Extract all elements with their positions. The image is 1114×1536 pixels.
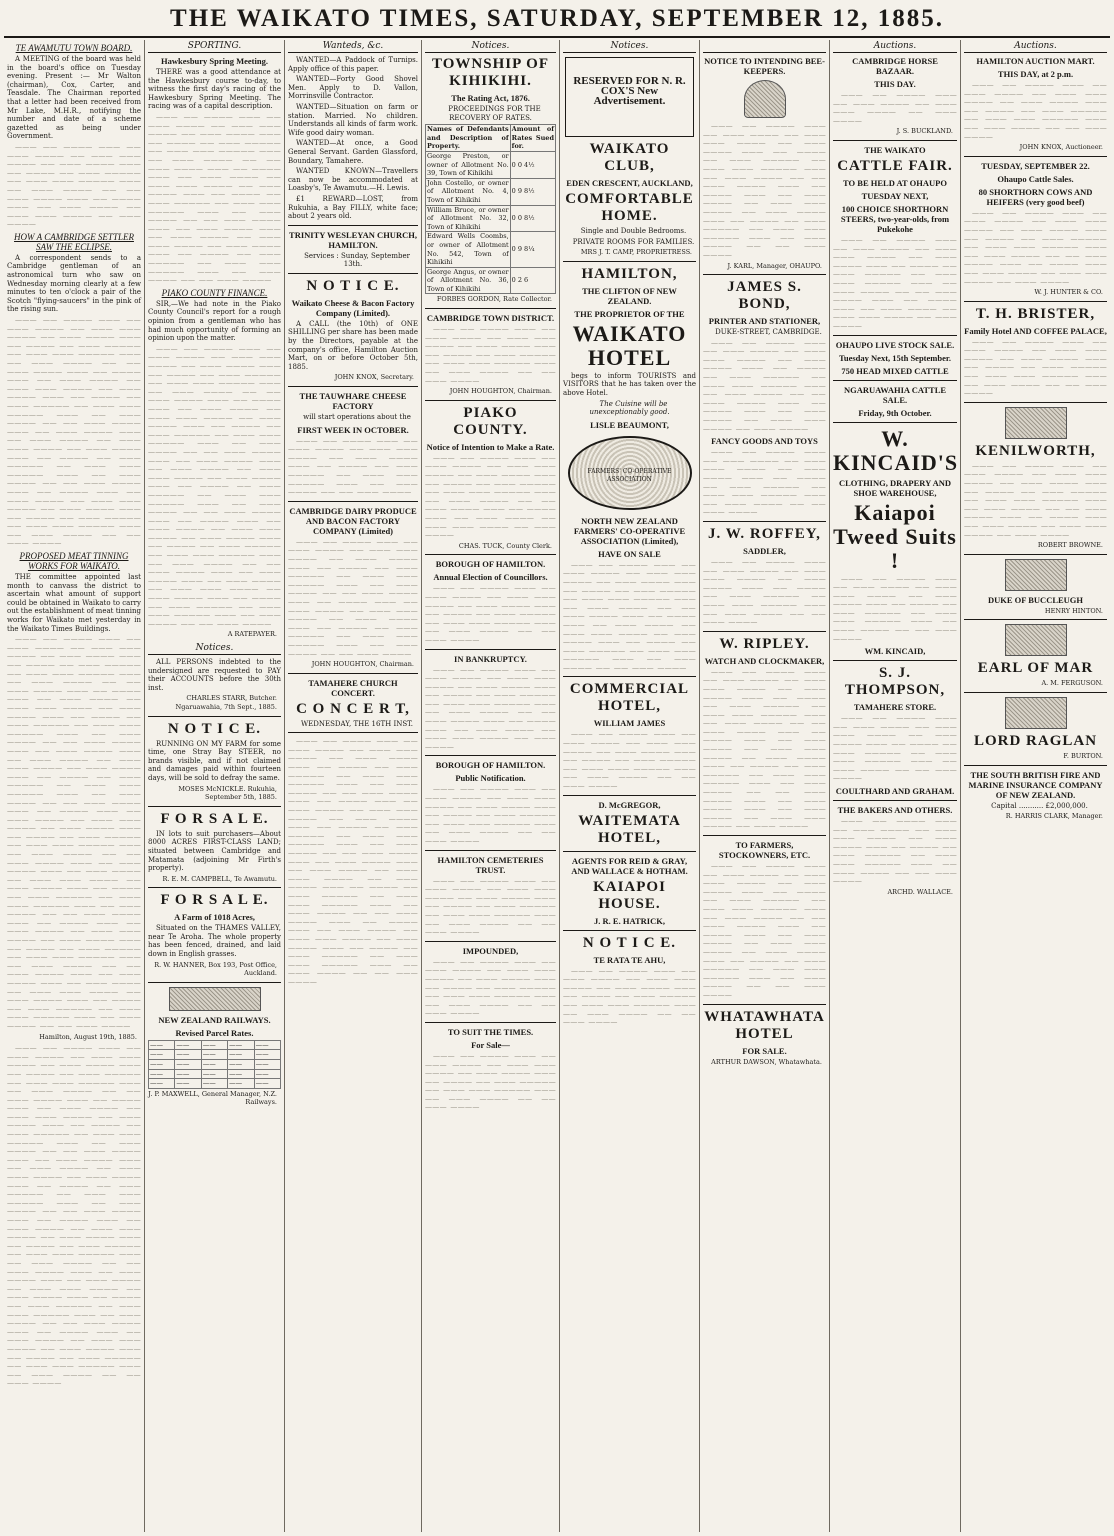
section-head-notices: Notices. (148, 642, 281, 655)
heading-cambridge-town: CAMBRIDGE TOWN DISTRICT. (426, 313, 555, 324)
heading-insurance: THE SOUTH BRITISH FIRE AND MARINE INSURANCE COMPANY OF NEW ZEALAND. (968, 769, 1103, 800)
reserved-text: RESERVED FOR N. R. COX'S New Advertisement. (573, 75, 686, 107)
heading-whatawhata: WHATAWHATA HOTEL (704, 1008, 825, 1042)
heading-lord-raglan: LORD RAGLAN (973, 732, 1098, 749)
heading-cemeteries: HAMILTON CEMETERIES TRUST. (437, 854, 544, 875)
column-notices-a (421, 40, 559, 1532)
heading-coulthard: COULTHARD AND GRAHAM. (835, 786, 955, 796)
heading-piako-county: PIAKO COUNTY. (453, 404, 528, 438)
article-eclipse: A correspondent sends to a Cambridge gentleman of an astronomical turn who saw on Wednesday morning clearly at a few minutes to ten o'clock a pair of the Scotch "flying-saucers" in the pink of the rising sun. (7, 253, 141, 314)
heading-clifton: THE CLIFTON OF NEW ZEALAND. (582, 285, 677, 306)
divider (288, 273, 418, 274)
heading-ohaupo-sales: Ohaupo Cattle Sales. (997, 173, 1074, 184)
divider (964, 156, 1107, 157)
rates-table (425, 124, 556, 294)
divider (833, 380, 957, 381)
heading-borough: BOROUGH OF HAMILTON. (435, 559, 546, 570)
section-head-notices: Notices. (563, 40, 696, 53)
heading-ngaruawahia-sale: NGARUAWAHIA CATTLE SALE. (843, 384, 947, 405)
heading-fancy-goods: FANCY GOODS AND TOYS (711, 436, 818, 447)
heading-for-sale: F O R S A L E. (160, 892, 269, 909)
heading-election: Annual Election of Councillors. (433, 572, 548, 583)
section-head-blank (703, 40, 826, 53)
heading-notice: N O T I C E. (167, 720, 262, 737)
signature-houghton: JOHN HOUGHTON, Chairman. (311, 660, 414, 669)
heading-tauwhare: THE TAUWHARE CHEESE FACTORY (299, 391, 407, 412)
heading-notice: N O T I C E. (306, 277, 400, 294)
heading-horse-bazaar: CAMBRIDGE HORSE BAZAAR. (852, 56, 938, 76)
rates-cell: John Costello, or owner of Allotment No. 4, Town of Kihikihi (427, 178, 509, 204)
signature-hinton: HENRY HINTON. (1044, 606, 1103, 615)
heading-for-sale-small: For Sale— (471, 1039, 510, 1050)
horse-engraving (1005, 407, 1067, 439)
heading-hawkesbury: Hawkesbury Spring Meeting. (161, 56, 268, 66)
heading-notice: N O T I C E. (582, 934, 677, 951)
heading-meat-tinning: PROPOSED MEAT TINNING WORKS FOR WAIKATO. (19, 551, 129, 572)
rates-col-head: Amount of Rates Sued for. (511, 125, 554, 151)
divider (563, 676, 696, 677)
divider (703, 835, 826, 836)
parcel-rates-table: —— —— —— —— —— —— —— —— —— —— —— —— —— —— —— —— —— —— —— —— —— —— —— —— —— (148, 1040, 281, 1089)
church-services: Services : Sunday, September 13th. (304, 251, 410, 269)
signature-maxwell: J. P. MAXWELL, General Manager, N.Z. Railways. (148, 1089, 277, 1107)
article-filler: ——— —— ———— ——— —— ——— ———— —— ——— ——— ———— —— ——— ———— ——— —— ———— —— ——— ————— —— ——— ——— ————— ——— —— ——— ———— —— —— ——— ———— ——— —— ———— ——— —— ——— ———— —— ——— ——— ———— —— ——— ———— (833, 235, 957, 330)
heading-kaiapoi-tweed: Kaiapoi Tweed Suits ! (833, 499, 957, 573)
column-wanteds (284, 40, 421, 1532)
article-filler: ——— —— ———— ——— —— ——— ———— —— ——— ——— ———— —— ——— ———— (833, 91, 957, 125)
heading-bakers: THE BAKERS AND OTHERS. (837, 805, 953, 815)
tauwhare-text: will start operations about the (303, 413, 411, 422)
cuisine-text: The Cuisine will be unexceptionably good. (589, 399, 670, 417)
heading-live-stock-sale: OHAUPO LIVE STOCK SALE. (835, 339, 955, 350)
beehive-engraving (744, 80, 786, 118)
heading-tamahere-concert: TAMAHERE CHURCH CONCERT. (308, 677, 398, 698)
column-sporting (144, 40, 284, 1532)
signature-hanner: R. W. HANNER, Box 193, Post Office, Auckland. (154, 960, 277, 978)
article-filler: ——— —— ———— ——— —— ——— ———— —— ——— ——— ———— —— ——— ———— ——— —— ———— —— ——— ————— —— ——— ——— ————— ——— —— ——— ———— —— —— ——— ———— ——— —— ———— ——— —— ——— ———— —— ——— ——— ———— —— ——— ———— ——— —— ———— —— ——— ————— —— ——— ——— ————— ——— —— ——— ———— —— —— ——— ———— (563, 560, 696, 672)
heading-town-board: TE AWAMUTU TOWN BOARD. (15, 43, 133, 53)
column-notices-b (559, 40, 699, 1532)
article-filler: ——— —— ———— ——— —— ——— ———— —— ——— ——— ———— —— ——— ———— ——— —— ———— —— ——— ————— —— ——— ——— ————— ——— —— ——— ———— —— —— ——— ———— ——— —— ———— ——— —— ——— ———— —— ——— ——— ———— —— ——— ———— ——— —— ———— —— ——— ————— —— ——— ——— ————— ——— —— ——— ———— —— —— ——— ———— (703, 862, 826, 999)
notice-stray-steer: RUNNING ON MY FARM for some time, one Stray Bay STEER, no brands visible, and if not claimed and damages paid within fourteen days, will be sold to defray the same. (148, 739, 281, 782)
divider (425, 941, 556, 942)
heading-farmers-assoc: NORTH NEW ZEALAND FARMERS' CO-OPERATIVE ASSOCIATION (Limited), (573, 515, 686, 546)
signature-tuck: CHAS. TUCK, County Clerk. (458, 541, 552, 550)
divider (563, 930, 696, 931)
rates-cell: 0 2 6 (510, 267, 555, 294)
heading-first-week: FIRST WEEK IN OCTOBER. (297, 424, 409, 435)
divider (148, 982, 281, 983)
heading-mixed-cattle: 750 HEAD MIXED CATTLE (841, 365, 949, 376)
heading-kihikihi: TOWNSHIP OF KIHIKIHI. (432, 56, 549, 89)
hotel-text: begs to inform TOURISTS and VISITORS that he has taken over the above Hotel. (563, 371, 696, 397)
signature-starr: CHARLES STARR, Butcher. Ngaruawahia, 7th Sept., 1885. (175, 694, 277, 711)
wanted-turnips: WANTED—A Paddock of Turnips. Apply office of this paper. (288, 56, 418, 73)
heading-waikato-hotel: WAIKATO HOTEL (572, 320, 687, 370)
rates-cell: 0 9 8¼ (510, 232, 555, 267)
heading-borough: BOROUGH OF HAMILTON. (435, 760, 546, 771)
article-filler: ——— —— ———— ——— —— ——— ———— —— ——— ——— ———— —— ——— ———— ——— —— ———— —— ——— ————— —— ——— ——— ————— ——— —— ——— ———— —— —— ——— ———— ——— —— ———— ——— —— ——— ———— —— ——— ——— ———— —— ——— ———— ——— —— ———— —— ——— ————— —— ——— ——— ————— ——— —— ——— ———— —— —— ——— ———— ——— —— ——— ———— ——— —— ——— ———— —— ——— ——— ———— —— ——— ———— ——— —— ———— —— ——— ————— —— ——— ——— ————— ——— —— ——— ———— —— —— ——— ———— ——— —— ———— ——— —— ——— ———— —— ——— ——— ———— —— ——— ———— ——— —— ———— —— ——— ————— —— ——— ——— ————— ——— —— ——— ———— —— —— ——— ———— (7, 316, 141, 548)
article-filler: ——— —— ———— ——— —— ——— ———— —— ——— ——— ———— —— ——— ———— ——— —— ———— —— ——— ————— —— ——— ——— ————— ——— —— ——— ———— —— —— ——— ———— ——— —— ———— ——— —— ——— ———— —— ——— ——— ———— —— ——— ———— (964, 208, 1107, 286)
railway-engraving (169, 987, 261, 1011)
heading-eclipse: HOW A CAMBRIDGE SETTLER SAW THE ECLIPSE. (14, 231, 134, 252)
article-filler: ——— —— ———— ——— —— ——— ———— —— ——— ——— ———— —— ——— ———— ——— —— ———— —— ——— ————— —— ——— ——— ————— ——— —— ——— ———— —— —— ——— ———— (425, 957, 556, 1018)
divider (425, 649, 556, 650)
divider (833, 800, 957, 801)
article-filler: ——— —— ———— ——— —— ——— ———— —— ——— ——— ———— —— ——— ———— ——— —— ———— —— ——— ————— —— ——— ——— ————— ——— —— ——— ———— —— —— ——— ———— ——— —— ———— ——— —— ——— ———— —— ——— ——— ———— —— ——— ———— (425, 453, 556, 540)
heading-auction-mart: HAMILTON AUCTION MART. (976, 56, 1095, 66)
article-filler: ——— —— ———— ——— —— ——— ———— —— ——— ——— ———— —— ——— ———— ——— —— ———— —— ——— ————— —— ——— ——— ————— ——— —— ——— ———— —— —— ——— ———— (563, 966, 696, 1027)
article-filler: ——— —— ———— ——— —— ——— ———— —— ——— ——— ———— —— ——— ———— ——— —— ———— —— ——— ————— —— ——— ——— ————— ——— —— ——— ———— —— —— ——— ———— (425, 325, 556, 385)
article-filler: ——— —— ———— ——— —— ——— ———— —— ——— ——— ———— —— ——— ———— ——— —— ———— —— ——— ————— —— ——— ——— ————— ——— —— ——— ———— —— —— ——— ———— ——— —— ———— ——— —— ——— ———— —— ——— ——— ———— —— ——— ———— ——— —— ———— —— ——— ————— —— ——— ——— ————— ——— —— ——— ———— —— —— ——— ———— ——— —— ——— ———— ——— —— ——— ———— —— ——— ——— ———— —— ——— ———— ——— —— ———— —— ——— ————— —— ——— ——— ————— ——— —— ——— ———— —— —— ——— ———— ——— —— ———— ——— —— ——— ———— —— ——— ——— ———— —— ——— ———— ——— —— ———— —— ——— ————— —— ——— ——— ————— ——— —— ——— ———— —— —— ——— ———— ——— —— ——— ———— ——— —— ——— ———— —— ——— ——— ———— —— ——— ———— ——— —— ———— —— ——— ————— —— ——— ——— ————— ——— —— ——— ———— —— —— ——— ———— ——— —— ———— ——— —— ——— ———— —— ——— ——— ———— —— ——— ———— ——— —— ———— —— ——— ————— —— ——— ——— ————— ——— —— ——— ———— —— —— ——— ———— ——— —— ——— ———— ——— —— ——— ———— —— ——— ——— ———— —— ——— ———— ——— —— ———— —— ——— ————— —— ——— ——— ————— ——— —— ——— ———— —— —— ——— ———— (7, 635, 141, 1030)
article-filler: ——— —— ———— ——— —— ——— ———— —— ——— ——— ———— —— ——— ———— ——— —— ———— —— ——— ————— —— ——— ——— ————— ——— —— ——— ———— —— —— ——— ———— (703, 448, 826, 517)
horse-engraving (1005, 624, 1067, 656)
heading-rating-act: The Rating Act, 1876. (451, 93, 530, 103)
heading-this-day: THIS DAY. (874, 79, 916, 89)
heading-saddler: SADDLER, (743, 545, 786, 556)
heading-for-sale: F O R S A L E. (160, 810, 269, 827)
rates-col-head: Names of Defendants and Description of Property. (427, 125, 509, 151)
article-piako-finance: SIR,—We had note in the Piako County Council's report for a rough opinion from a gentleman who has had much opportunity of forming an opinion upon the matter. (148, 299, 281, 343)
heading-railways: NEW ZEALAND RAILWAYS. (158, 1014, 271, 1025)
signature-campbell: R. E. M. CAMPBELL, Te Awamutu. (162, 874, 277, 883)
wanted-servant: WANTED—At once, a Good General Servant. Garden Glassford, Boundary, Tamahere. (288, 139, 418, 165)
divider (425, 400, 556, 401)
article-filler: ——— —— ———— ——— —— ——— ———— —— ——— ——— ———— —— ——— ———— ——— —— ———— —— ——— ————— —— ——— ——— ————— ——— —— ——— ———— —— —— ——— ———— ——— —— ———— ——— —— ——— ———— —— ——— ——— ———— —— ——— ———— ——— —— ———— —— ——— ————— —— ——— ——— ————— ——— —— ——— ———— —— —— ——— ———— ——— —— ——— ———— ——— —— ——— ———— —— ——— ——— ———— —— ——— ———— ——— —— ———— —— ——— ————— —— ——— ——— ————— ——— —— ——— ———— —— —— ——— ———— ——— —— ———— ——— —— ——— ———— —— ——— ——— ———— —— ——— ———— ——— —— ———— —— ——— ————— —— ——— ——— ————— ——— —— ——— ———— —— —— ——— ———— ——— —— ——— ———— ——— —— ——— ———— —— ——— ——— ———— —— ——— ———— ——— —— ———— —— ——— ————— —— ——— ——— ————— ——— —— ——— ———— —— —— ——— ———— (148, 344, 281, 628)
signature-knox: JOHN KNOX, Secretary. (334, 373, 414, 382)
rates-cell: 0 0 8½ (510, 205, 555, 232)
article-filler: ——— —— ———— ——— —— ——— ———— —— ——— ——— ———— —— ——— ———— ——— —— ———— —— ——— ————— —— ——— ——— ————— ——— —— ——— ———— —— —— ——— ———— ——— —— ———— ——— —— ——— ———— —— ——— ——— ———— —— ——— ———— ——— —— ———— —— ——— ————— —— ——— ——— ————— ——— —— ——— ———— —— —— ——— ———— ——— —— ——— ———— ——— —— ——— ———— —— ——— ——— ———— —— ——— ———— ——— —— ———— —— ——— ————— —— ——— ——— ————— ——— —— ——— ———— —— —— ——— ———— ——— —— ———— ——— —— ——— ———— —— ——— ——— ———— —— ——— ———— ——— —— ———— —— ——— ————— —— ——— ——— ————— ——— —— ——— ———— —— —— ——— ———— (288, 737, 418, 986)
signature-dawson: ARTHUR DAWSON, Whatawhata. (711, 1057, 822, 1066)
heading-commercial-hotel: COMMERCIAL HOTEL, (569, 681, 690, 715)
article-filler: ——— —— ———— ——— —— ——— ———— —— ——— ——— ———— —— ——— ———— ——— —— ———— —— ——— ————— —— ——— ——— ————— ——— —— ——— ———— —— —— ——— ———— (425, 1051, 556, 1112)
article-filler: ——— —— ———— ——— —— ——— ———— —— ——— ——— ———— —— ——— ———— ——— —— ———— —— ——— ————— —— ——— ——— ————— ——— —— ——— ———— —— —— ——— ———— (425, 785, 556, 845)
association-seal (568, 436, 692, 510)
article-filler: ——— —— ———— ——— —— ——— ———— —— ——— ——— ———— —— ——— ———— ——— —— ———— —— ——— ————— —— ——— ——— ————— ——— —— ——— ———— —— —— ——— ———— (833, 574, 957, 643)
horse-engraving (1005, 559, 1067, 591)
divider (703, 631, 826, 632)
divider (964, 554, 1107, 555)
bedrooms-text: Single and Double Bedrooms. (580, 227, 687, 235)
heading-impounded: IMPOUNDED, (462, 945, 519, 956)
heading-wm-kincaid: WM. KINCAID, (864, 646, 926, 657)
signature-hunter: W. J. HUNTER & CO. (1034, 288, 1103, 297)
heading-hamilton: HAMILTON, (581, 265, 678, 282)
rates-cell: George Preston, or owner of Allotment No. 39, Town of Kihikihi (427, 151, 509, 178)
divider (833, 660, 957, 661)
article-filler: ——— —— ———— ——— —— ——— ———— —— ——— ——— ———— —— ——— ———— ——— —— ———— —— ——— ————— —— ——— ——— ————— ——— —— ——— ———— —— —— ——— ———— ——— —— ———— ——— —— ——— ———— —— ——— ——— ———— —— ——— ———— ——— —— ———— —— ——— ————— —— ——— ——— ————— ——— —— ——— ———— —— —— ——— ———— (288, 537, 418, 658)
divider (148, 887, 281, 888)
rates-cell: George Angus, or owner of Allotment No. 36, Town of Kihikihi (427, 267, 509, 293)
heading-clothing: CLOTHING, DRAPERY AND SHOE WAREHOUSE, (838, 477, 952, 498)
divider (703, 1004, 826, 1005)
heading-earl-of-mar: EARL OF MAR (977, 660, 1094, 677)
heading-buccleugh: DUKE OF BUCCLEUGH (987, 594, 1084, 605)
capital-text: Capital ........... £2,000,000. (991, 801, 1088, 810)
signature-camp: MRS J. T. CAMP, PROPRIETRESS. (580, 248, 692, 257)
heading-stockowners: TO FARMERS, STOCKOWNERS, ETC. (718, 840, 811, 860)
article-filler: ——— —— ———— ——— —— ——— ———— —— ——— ——— ———— —— ——— ———— ——— —— ———— —— ——— ————— —— ——— ——— ————— ——— —— ——— ———— —— —— ——— ———— (833, 817, 957, 886)
article-filler: ——— —— ———— ——— —— ——— ———— —— ——— ——— ———— —— ——— ———— ——— —— ———— —— ——— ————— —— ——— ——— ————— ——— —— ——— ———— —— —— ——— ———— (563, 730, 696, 791)
heading-public-notification: Public Notification. (455, 773, 526, 784)
divider (833, 422, 957, 423)
heading-waikato-club: WAIKATO CLUB, (589, 141, 670, 174)
notice-accounts: ALL PERSONS indebted to the undersigned are requested to PAY their ACCOUNTS before the 30th inst. (148, 658, 281, 692)
heading-wesleyan: TRINITY WESLEYAN CHURCH, HAMILTON. (289, 229, 417, 250)
column-town-board (4, 40, 144, 1532)
heading-hatrick: J. R. E. HATRICK, (594, 915, 665, 926)
divider (703, 274, 826, 275)
divider (288, 225, 418, 226)
heading-printer: PRINTER AND STATIONER, (708, 316, 821, 327)
wanted-known: WANTED KNOWN—Travellers can now be accommodated at Loasby's, Te Awamutu.—H. Lewis. (288, 167, 418, 193)
signature-wallace: ARCHD. WALLACE. (887, 887, 953, 896)
signature-ferguson: A. M. FERGUSON. (1041, 679, 1103, 688)
heading-te-rata: TE RATA TE AHU, (593, 954, 666, 965)
heading-tuesday-next: TUESDAY NEXT, (861, 190, 929, 201)
heading-agents: AGENTS FOR REID & GRAY, AND WALLACE & HOTHAM. (571, 855, 688, 876)
divider (288, 386, 418, 387)
divider (964, 765, 1107, 766)
article-filler: ——— —— ———— ——— —— ——— ———— —— ——— ——— ———— —— ——— ———— ——— —— ———— —— ——— ————— —— ——— ——— ————— ——— —— ——— ———— —— —— ——— ———— ——— —— ———— ——— —— ——— ———— —— ——— ——— ———— —— ——— ———— ——— —— ———— —— ——— ————— —— ——— ——— ————— ——— —— ——— ———— —— —— ——— ———— ——— —— ——— ———— ——— —— ——— ———— —— ——— ——— ———— —— ——— ———— ——— —— ———— —— ——— ————— —— ——— ——— ————— ——— —— ——— ———— —— —— ——— ———— (148, 112, 281, 285)
reward-lost-filly: £1 REWARD—LOST, from Rukuhia, a Bay FILLY, white face; about 2 years old. (288, 194, 418, 221)
heading-thompson: S. J. THOMPSON, (844, 665, 946, 699)
signature-ratepayer: A RATEPAYER. (227, 630, 277, 639)
article-filler: ——— —— ———— ——— —— ——— ———— —— ——— ——— ———— —— ——— ———— ——— —— ———— —— ——— ————— —— ——— ——— ————— ——— —— ——— ———— —— —— ——— ———— (425, 876, 556, 937)
divider (833, 140, 957, 141)
heading-tamahere-store: TAMAHERE STORE. (853, 702, 937, 713)
bond-address: DUKE-STREET, CAMBRIDGE. (715, 328, 822, 337)
section-head-auctions: Auctions. (833, 40, 957, 53)
ad-land-sale: IN lots to suit purchasers—About 8000 ACRES FIRST-CLASS LAND; situated between Cambridge and Matamata (adjoining Mr Firth's property). (148, 829, 281, 873)
divider (964, 692, 1107, 693)
article-filler: ——— —— ———— ——— —— ——— ———— —— ——— ——— ———— —— ——— ———— ——— —— ———— —— ——— ————— —— ——— ——— ————— ——— —— ——— ———— —— —— ——— ———— (425, 584, 556, 644)
article-filler: ——— —— ———— ——— —— ——— ———— —— ——— ——— ———— —— ——— ———— ——— —— ———— —— ——— ————— —— ——— ——— ————— ——— —— ——— ———— —— —— ——— ———— (703, 557, 826, 627)
section-head-auctions: Auctions. (964, 40, 1107, 53)
concert-date: WEDNESDAY, THE 16TH INST. (300, 719, 414, 728)
heading-cheese-factory: Waikato Cheese & Bacon Factory Company (Limited). (291, 297, 415, 318)
divider (703, 521, 826, 522)
heading-this-day-2pm: THIS DAY, at 2 p.m. (997, 69, 1074, 79)
article-filler: ——— —— ———— ——— —— ——— ———— —— ——— ——— ———— —— ——— ———— ——— —— ———— —— ——— ————— —— ——— ——— ————— ——— —— ——— ———— —— —— ——— ———— (964, 81, 1107, 141)
article-filler: ——— —— ———— ——— —— ——— ———— —— ——— ——— ———— —— ——— ———— ——— —— ———— —— ——— ————— —— ——— ——— ————— ——— —— ——— ———— —— —— ——— ———— ——— —— ———— ——— —— ——— ———— —— ——— ——— ———— —— ——— ———— (425, 665, 556, 751)
masthead-title: THE WAIKATO TIMES, SATURDAY, SEPTEMBER 12, 1885. (170, 5, 944, 32)
divider (148, 716, 281, 717)
heading-tuesday-15th: Tuesday Next, 15th September. (838, 352, 951, 363)
heading-beaumont: LISLE BEAUMONT, (590, 419, 669, 430)
private-rooms-text: PRIVATE ROOMS FOR FAMILIES. (572, 237, 695, 246)
article-filler: ——— —— ———— ——— —— ——— ———— —— ——— ——— ———— —— ——— ———— ——— —— ———— —— ——— ————— —— ——— ——— ————— ——— —— ——— ———— —— —— ——— ———— ——— —— ———— ——— —— ——— ———— —— ——— ——— ———— —— ——— ———— (7, 142, 141, 229)
signature-knox: JOHN KNOX, Auctioneer. (1019, 143, 1103, 152)
heading-on-sale: HAVE ON SALE (598, 548, 661, 559)
column-auctions-b (960, 40, 1110, 1532)
rates-cell: William Bruce, or owner of Allotment No. 32, Town of Kihikihi (427, 205, 509, 231)
heading-the-waikato: THE WAIKATO (864, 144, 926, 155)
heading-piako-finance: PIAKO COUNTY FINANCE. (161, 287, 268, 298)
heading-kincaids: W. KINCAID'S (833, 425, 959, 475)
heading-intention-rate: Notice of Intention to Make a Rate. (426, 441, 555, 452)
heading-farm: A Farm of 1018 Acres, (174, 912, 255, 923)
heading-william-james: WILLIAM JAMES (593, 718, 666, 729)
section-head-sporting: SPORTING. (148, 40, 281, 53)
heading-parcel-rates: Revised Parcel Rates. (175, 1027, 254, 1038)
heading-suit-times: TO SUIT THE TIMES. (447, 1026, 534, 1037)
heading-brister: T. H. BRISTER, (975, 305, 1096, 322)
heading-ripley: W. RIPLEY. (719, 635, 810, 652)
divider (148, 806, 281, 807)
article-hawkesbury: THERE was a good attendance at the Hawkesbury course to-day, to witness the first day's racing of the Hawkesbury Spring Meeting. The racing was of a capital description. (148, 68, 281, 111)
heading-kaiapoi-house: KAIAPOI HOUSE. (593, 878, 666, 912)
heading-roffey: J. W. ROFFEY, (708, 525, 821, 542)
divider (833, 335, 957, 336)
article-filler: ——— —— ———— ——— —— ——— ———— —— ——— ——— ———— —— ——— ———— ——— —— ———— —— ——— ————— —— ——— ——— ————— ——— —— ——— ———— —— —— ——— ———— (288, 436, 418, 497)
divider (563, 795, 696, 796)
divider (563, 261, 696, 262)
heading-tuesday-sept-22: TUESDAY, SEPTEMBER 22. (981, 160, 1090, 171)
horse-engraving (1005, 697, 1067, 729)
heading-bee-keepers: NOTICE TO INTENDING BEE-KEEPERS. (704, 56, 825, 76)
seal-text: FARMERS' CO-OPERATIVE ASSOCIATION (587, 467, 672, 484)
heading-cattle-fair: CATTLE FAIR. (837, 157, 953, 174)
article-meat-tinning: THE committee appointed last month to canvass the district to ascertain what amount of support could be obtained in Waikato to carry out the establishment of meat tinning works for Waikato met yesterday in the Waikato Times Buildings. (7, 573, 141, 633)
heading-ohaupo: TO BE HELD AT OHAUPO (843, 177, 947, 188)
heading-bond: JAMES S. BOND, (727, 279, 802, 313)
divider (964, 619, 1107, 620)
heading-for-sale-small: FOR SALE. (742, 1045, 787, 1056)
heading-waitemata: WAITEMATA HOTEL, (578, 812, 681, 846)
heading-eden-crescent: EDEN CRESCENT, AUCKLAND, (566, 178, 693, 188)
signature-gordon: FORBES GORDON, Rate Collector. (436, 295, 552, 304)
wanted-shovel-men: WANTED—Forty Good Shovel Men. Apply to D. Vallon, Morrinsville Contractor. (288, 75, 418, 101)
article-filler: ——— —— ———— ——— —— ——— ———— —— ——— ——— ———— —— ——— ———— ——— —— ———— —— ——— ————— —— ——— ——— ————— ——— —— ——— ———— —— —— ——— ———— ——— —— ———— ——— —— ——— ———— —— ——— ——— ———— —— ——— ———— (964, 461, 1107, 539)
column-auctions-a (829, 40, 960, 1532)
heading-concert: C O N C E R T, (296, 700, 410, 717)
divider (425, 755, 556, 756)
signature-date: Hamilton, August 19th, 1885. (39, 1032, 137, 1041)
divider (288, 732, 418, 733)
reserved-box (565, 57, 694, 137)
divider (425, 308, 556, 309)
heading-comfortable-home: COMFORTABLE HOME. (565, 191, 694, 224)
heading-friday-october: Friday, 9th October. (858, 407, 932, 418)
signature-clark: R. HARRIS CLARK, Manager. (1005, 812, 1103, 821)
article-filler: ——— —— ———— ——— —— ——— ———— —— ——— ——— ———— —— ——— ———— ——— —— ———— —— ——— ————— —— ——— ——— ————— ——— —— ——— ———— —— —— ——— ———— (833, 714, 957, 783)
article-town-board: A MEETING of the board was held in the board's office on Tuesday evening. Present :— Mr Walton (chairman), Cox, Carter, and Teasdale. The Chairman reported that a letter had been received from Mr Lake, M.H.R., notifying the number and date of a scheme gazetted as being under Government. (7, 55, 141, 141)
article-filler: ——— —— ———— ——— —— ——— ———— —— ——— ——— ———— —— ——— ———— ——— —— ———— —— ——— ————— —— ——— ——— ————— ——— —— ——— ———— —— —— ——— ———— ——— —— ———— ——— —— ——— ———— —— ——— ——— ———— —— ——— ———— ——— —— ———— —— ——— ————— —— ——— ——— ————— ——— —— ——— ———— —— —— ——— ———— (703, 122, 826, 259)
article-filler: ——— —— ———— ——— —— ——— ———— —— ——— ——— ———— —— ——— ———— ——— —— ———— —— ——— ————— —— ——— ——— ————— ——— —— ——— ———— —— —— ——— ———— ——— —— ———— ——— —— ——— ———— —— ——— ——— ———— —— ——— ———— (703, 338, 826, 433)
signature-houghton: JOHN HOUGHTON, Chairman. (449, 387, 552, 396)
ad-farm: Situated on the THAMES VALLEY, near Te Aroha. The whole property has been fenced, drained, and laid down in English grasses. (148, 924, 281, 959)
heading-family-hotel: Family Hotel AND COFFEE PALACE, (964, 325, 1107, 336)
signature-mcnickle: MOSES McNICKLE. Rukuhia, September 5th, 1885. (178, 784, 277, 802)
section-head-wanteds: Wanteds, &c. (288, 40, 418, 53)
divider (964, 301, 1107, 302)
signature-burton: F. BURTON. (1063, 751, 1103, 760)
divider (425, 554, 556, 555)
divider (425, 1022, 556, 1023)
heading-shorthorn-cows: 80 SHORTHORN COWS AND HEIFERS (very good beef) (978, 186, 1093, 207)
article-filler: ——— —— ———— ——— —— ——— ———— —— ——— ——— ———— —— ——— ———— ——— —— ———— —— ——— ————— —— ——— ——— ————— ——— —— ——— ———— —— —— ——— ———— (964, 337, 1107, 398)
divider (563, 851, 696, 852)
signature-buckland: J. S. BUCKLAND. (896, 127, 953, 136)
divider (425, 850, 556, 851)
notice-call-shares: A CALL (the 10th) of ONE SHILLING per share has been made by the Directors, payable at the company's office, Hamilton Auction Mart, on or before October 5th, 1885. (288, 319, 418, 371)
heading-proprietor: THE PROPRIETOR OF THE (574, 308, 685, 319)
rates-cell: 0 0 4½ (510, 151, 555, 178)
heading-shorthorn-steers: 100 CHOICE SHORTHORN STEERS, two-year-olds, from Pukekohe (840, 203, 950, 234)
heading-cambridge-dairy: CAMBRIDGE DAIRY PRODUCE AND BACON FACTORY COMPANY (Limited) (289, 505, 417, 536)
masthead-rule (4, 36, 1110, 38)
section-head-notices: Notices. (425, 40, 556, 53)
heading-bankruptcy: IN BANKRUPTCY. (454, 653, 527, 664)
divider (288, 673, 418, 674)
wanted-situation: WANTED—Situation on farm or station. Married. No children. Understands all kinds of farm work. Wife good dairy woman. (288, 102, 418, 137)
column-notices-c (699, 40, 829, 1532)
proceedings-text: PROCEEDINGS FOR THE RECOVERY OF RATES. (448, 105, 541, 122)
article-filler: ——— —— ———— ——— —— ——— ———— —— ——— ——— ———— —— ——— ———— ——— —— ———— —— ——— ————— —— ——— ——— ————— ——— —— ——— ———— —— —— ——— ———— ——— —— ———— ——— —— ——— ———— —— ——— ——— ———— —— ——— ———— ——— —— ———— —— ——— ————— —— ——— ——— ————— ——— —— ——— ———— —— —— ——— ———— ——— —— ——— ———— ——— —— ——— ———— —— ——— ——— ———— —— ——— ———— (703, 667, 826, 831)
signature-karl: J. KARL, Manager, OHAUPO. (727, 261, 822, 270)
divider (964, 402, 1107, 403)
heading-watchmaker: WATCH AND CLOCKMAKER, (704, 655, 825, 666)
rates-cell: 0 9 8½ (510, 178, 555, 205)
heading-mcgregor: D. McGREGOR, (598, 799, 661, 810)
article-filler: ——— —— ———— ——— —— ——— ———— —— ——— ——— ———— —— ——— ———— ——— —— ———— —— ——— ————— —— ——— ——— ————— ——— —— ——— ———— —— —— ——— ———— ——— —— ———— ——— —— ——— ———— —— ——— ——— ———— —— ——— ———— ——— —— ———— —— ——— ————— —— ——— ——— ————— ——— —— ——— ———— —— —— ——— ———— ——— —— ——— ———— ——— —— ——— ———— —— ——— ——— ———— —— ——— ———— ——— —— ———— —— ——— ————— —— ——— ——— ————— ——— —— ——— ———— —— —— ——— ———— ——— —— ———— ——— —— ——— ———— —— ——— ——— ———— —— ——— ———— ——— —— ———— —— ——— ————— —— ——— ——— ————— ——— —— ——— ———— —— —— ——— ———— ——— —— ——— ———— ——— —— ——— ———— —— ——— ——— ———— —— ——— ———— ——— —— ———— —— ——— ————— —— ——— ——— ————— ——— —— ——— ———— —— —— ——— ———— ——— —— ———— ——— —— ——— ———— —— ——— ——— ———— —— ——— ———— ——— —— ———— —— ——— ————— —— ——— ——— ————— ——— —— ——— ———— —— —— ——— ———— (7, 1044, 141, 1388)
rates-cell: Edward Wells Coombs, or owner of Allotment No. 542, Town of Kihikihi (427, 232, 509, 267)
divider (288, 501, 418, 502)
signature-browne: ROBERT BROWNE. (1037, 541, 1103, 550)
heading-kenilworth: KENILWORTH, (975, 442, 1096, 459)
